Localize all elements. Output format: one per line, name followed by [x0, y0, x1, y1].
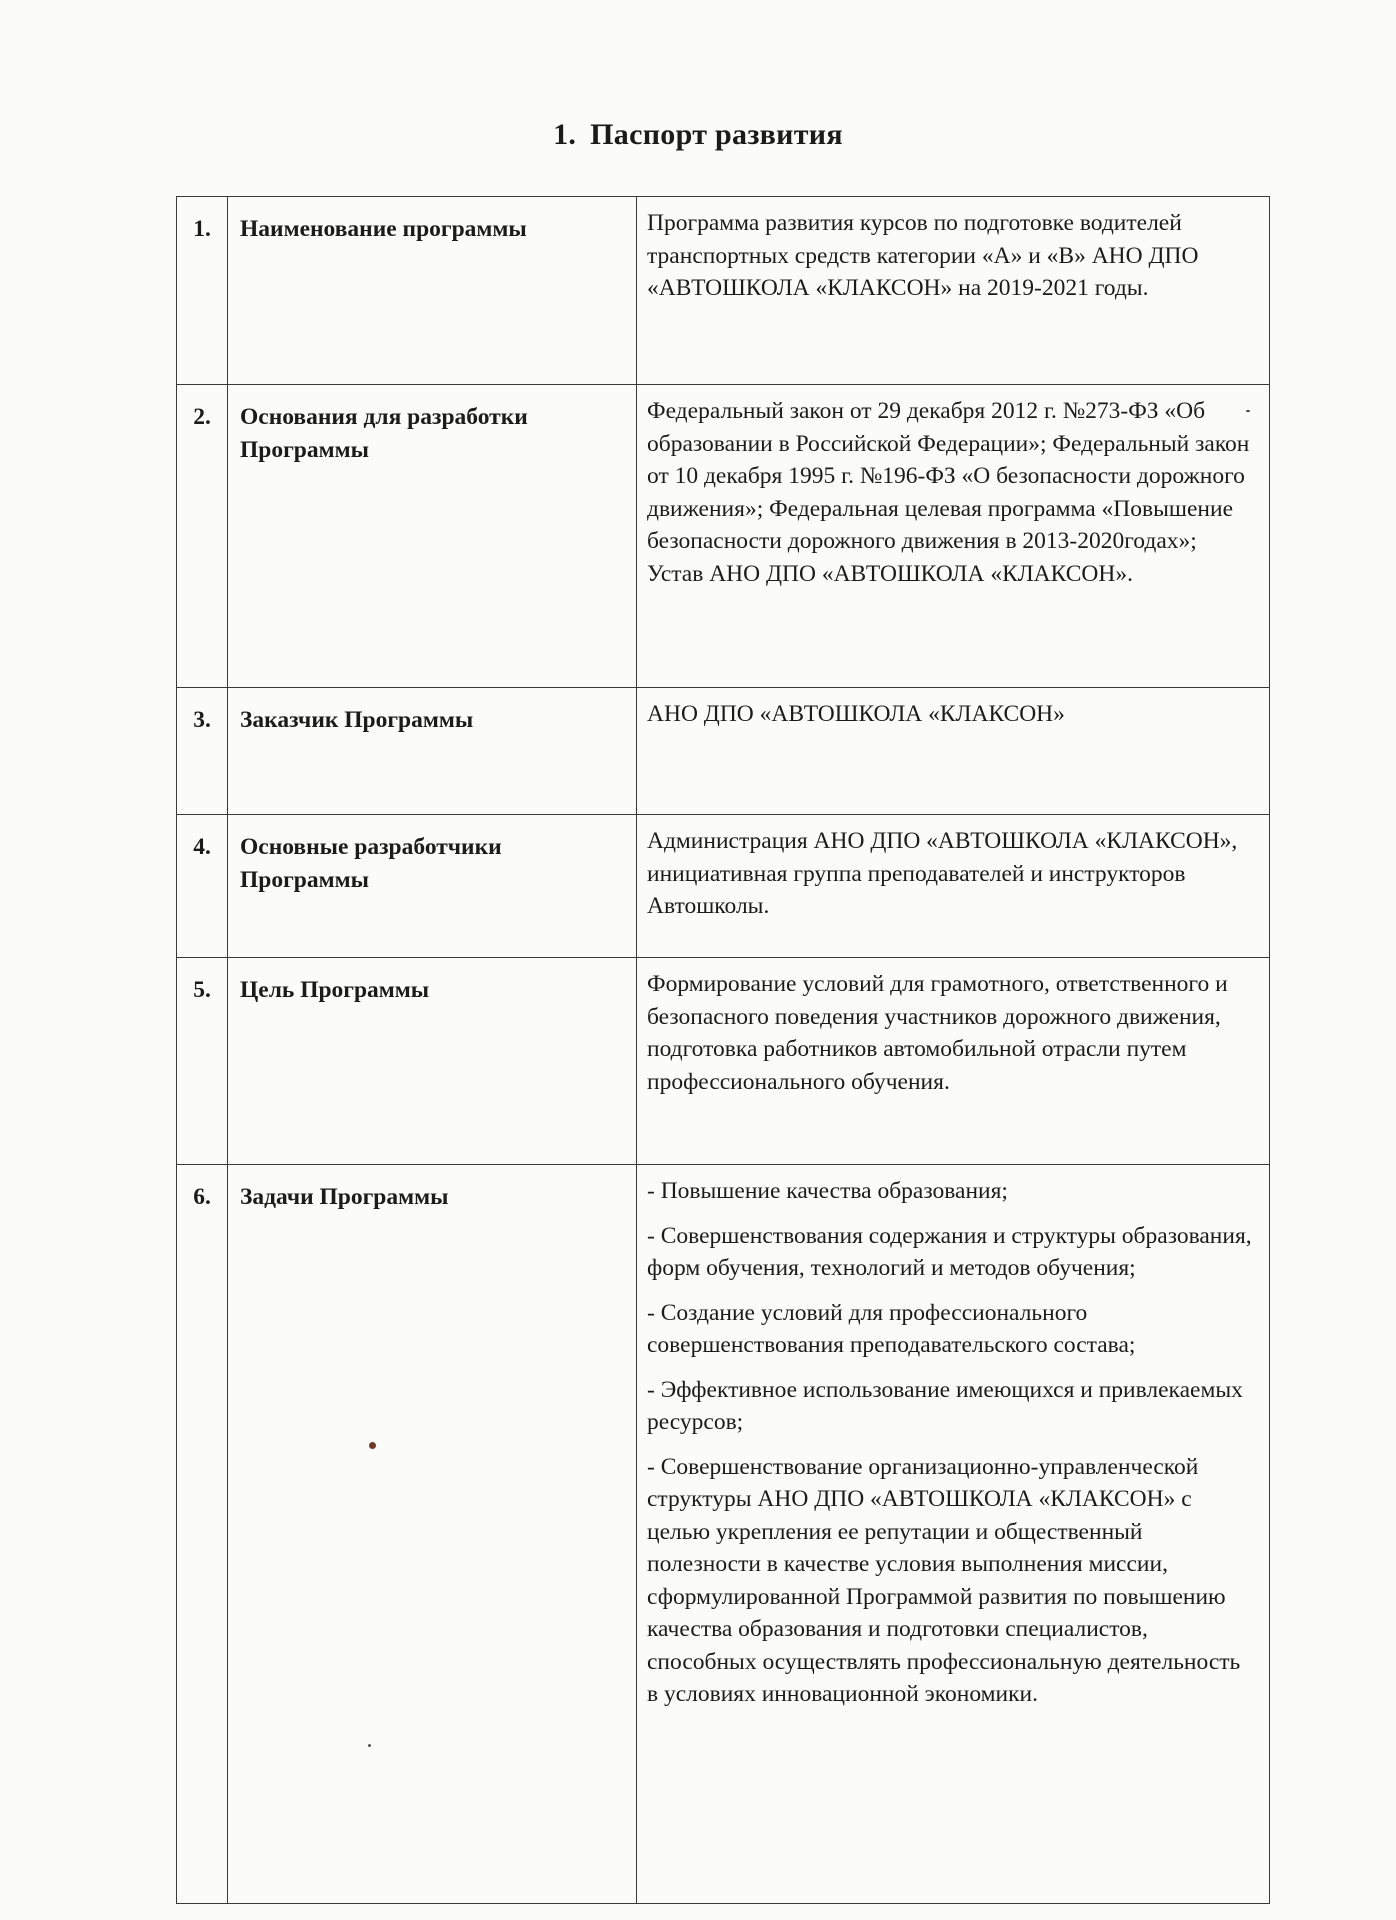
row-label: Основания для разработки Программы	[228, 385, 637, 688]
row-value-text: Администрация АНО ДПО «АВТОШКОЛА «КЛАКСОН», инициативная группа преподавателей и инструкторов Автошколы.	[647, 828, 1238, 919]
table-row	[177, 197, 1270, 385]
row-label: Задачи Программы	[228, 1165, 637, 1904]
row-number: 5.	[177, 958, 228, 1165]
task-item: - Совершенствования содержания и структуры образования, форм обучения, технологий и методов обучения;	[647, 1222, 1252, 1281]
table-row	[177, 958, 1270, 1165]
row-value-text: Федеральный закон от 29 декабря 2012 г. №273-ФЗ «Об образовании в Российской Федерации»; Федеральный закон от 10 декабря 1995 г. №196-ФЗ «О безопасности дорожного движения»; Федеральная целевая программа «Повышение безопасности дорожного движения в 2013-2020годах»; Устав АНО ДПО «АВТОШКОЛА «КЛАКСОН».	[647, 398, 1250, 587]
table-row	[177, 815, 1270, 958]
task-item: - Повышение качества образования;	[647, 1178, 1008, 1204]
scan-speck	[368, 1744, 371, 1747]
row-value	[637, 197, 1270, 385]
passport-table	[176, 196, 1270, 1904]
scan-speck	[1246, 410, 1250, 412]
table-row	[177, 688, 1270, 815]
row-number: 6.	[177, 1165, 228, 1904]
row-value	[637, 815, 1270, 958]
section-title-text: Паспорт развития	[590, 118, 843, 151]
page-title	[0, 118, 1396, 152]
row-value	[637, 1165, 1270, 1904]
section-number: 1.	[553, 118, 577, 151]
task-item: - Эффективное использование имеющихся и привлекаемых ресурсов;	[647, 1376, 1243, 1435]
row-value	[637, 958, 1270, 1165]
row-label: Заказчик Программы	[228, 688, 637, 815]
table-row	[177, 1165, 1270, 1904]
task-item: - Совершенствование организационно-управленческой структуры АНО ДПО «АВТОШКОЛА «КЛАКСОН» с целью укрепления ее репутации и общественный полезности в качестве условия выполнения миссии, сформулированной Программой развития по повышению качества образования и подготовки специалистов, способных осуществлять профессиональную деятельность в условиях инновационной экономики.	[647, 1453, 1241, 1707]
row-value	[637, 385, 1270, 688]
row-label: Цель Программы	[228, 958, 637, 1165]
row-value-text: Формирование условий для грамотного, ответственного и безопасного поведения участников дорожного движения, подготовка работников автомобильной отрасли путем профессионального обучения.	[647, 971, 1228, 1095]
task-item: - Создание условий для профессионального совершенствования преподавательского состава;	[647, 1299, 1136, 1358]
table-row	[177, 385, 1270, 688]
scan-speck	[369, 1442, 376, 1449]
row-number: 4.	[177, 815, 228, 958]
row-label: Основные разработчики Программы	[228, 815, 637, 958]
row-value	[637, 688, 1270, 815]
row-label: Наименование программы	[228, 197, 637, 385]
row-number: 3.	[177, 688, 228, 815]
row-number: 2.	[177, 385, 228, 688]
row-value-text: Программа развития курсов по подготовке водителей транспортных средств категории «А» и «В» АНО ДПО «АВТОШКОЛА «КЛАКСОН» на 2019-2021 годы.	[647, 210, 1199, 301]
row-number: 1.	[177, 197, 228, 385]
row-value-text: АНО ДПО «АВТОШКОЛА «КЛАКСОН»	[647, 701, 1065, 727]
